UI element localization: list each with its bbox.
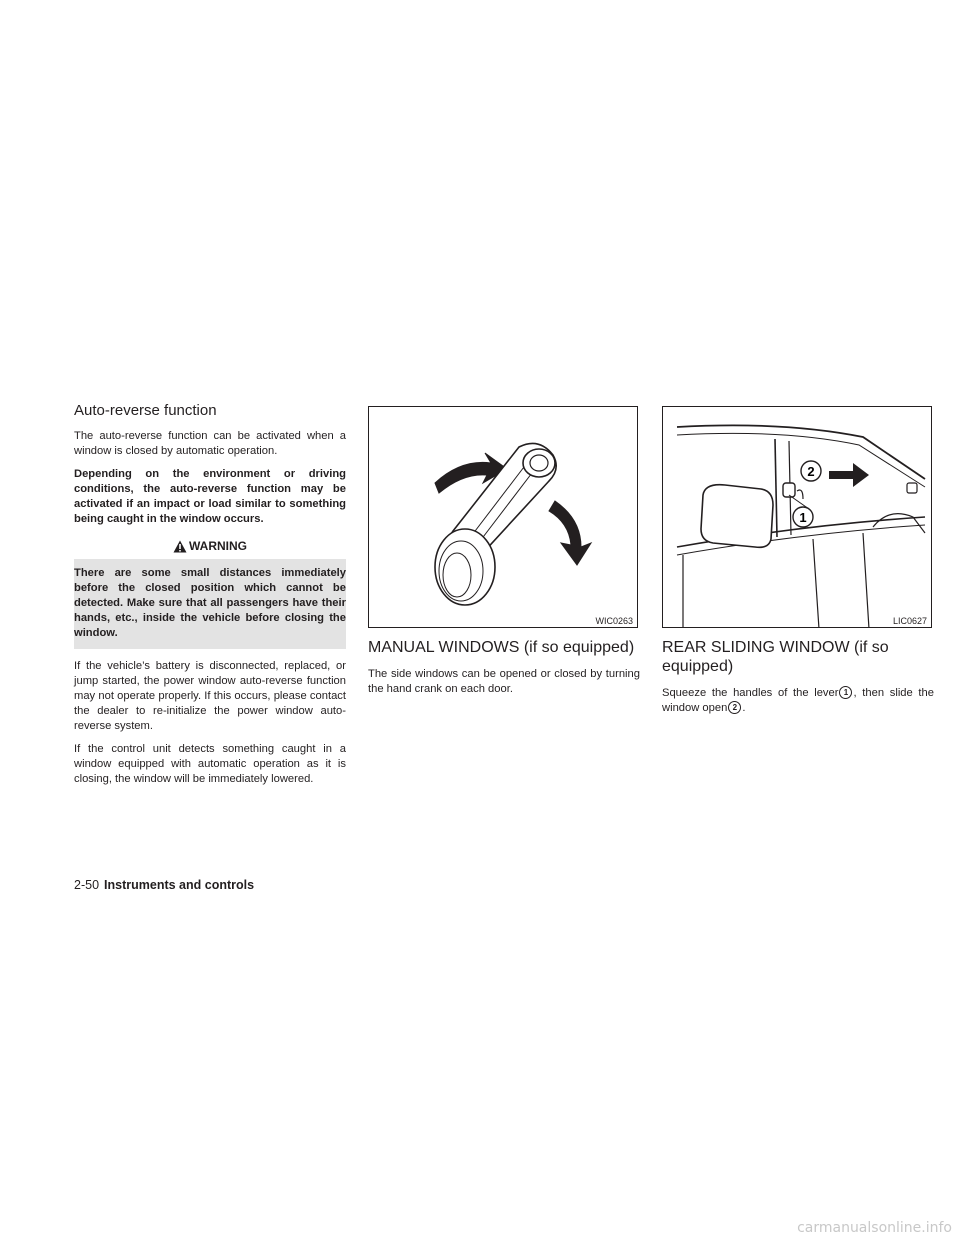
warning-text: There are some small distances immediately before the closed position which cannot be detected. Make sure that all passengers have their hands, etc., inside the vehicle before closing the window. (74, 567, 346, 639)
chapter-title: Instruments and controls (104, 878, 255, 892)
figure-code: WIC0263 (595, 616, 633, 626)
warning-icon (173, 540, 187, 553)
warning-header (74, 535, 346, 559)
paragraph-bold: Depending on the environment or driving conditions, the auto-reverse function may be activated if an impact or load similar to something being caught in the window occurs. (74, 468, 346, 525)
warning-box (74, 535, 346, 649)
figure-rear-window (662, 406, 932, 628)
heading-manual-windows: MANUAL WINDOWS (if so equipped) (368, 639, 635, 656)
column-manual-windows (368, 402, 640, 705)
hand-crank-illustration (369, 407, 638, 628)
text-segment: Squeeze the handles of the lever (662, 687, 839, 699)
watermark: carmanualsonline.info (797, 1220, 952, 1236)
warning-title: WARNING (189, 539, 247, 553)
paragraph: If the vehicle’s battery is disconnected, replaced, or jump started, the power window auto-reverse function may not operate properly. If this occurs, please contact the dealer to re-initialize the power window auto-reverse system. (74, 660, 346, 732)
subheading-auto-reverse: Auto-reverse function (74, 402, 217, 419)
paragraph: The auto-reverse function can be activated when a window is closed by automatic operation. (74, 430, 346, 457)
text-segment: , then slide the window open (662, 687, 934, 714)
label-1: 1 (799, 510, 807, 525)
column-rear-sliding-window (662, 402, 934, 724)
page-number: 2-50 (74, 878, 100, 892)
heading-rear-sliding-window: REAR SLIDING WINDOW (if so equipped) (662, 639, 889, 675)
paragraph: The side windows can be opened or closed by turning the hand crank on each door. (368, 668, 640, 695)
figure-hand-crank (368, 406, 638, 628)
text-segment: . (742, 702, 746, 714)
paragraph: If the control unit detects something caught in a window equipped with automatic operation as it is closing, the window will be immediately lowered. (74, 743, 346, 785)
figure-code: LIC0627 (892, 616, 927, 626)
label-2: 2 (807, 464, 815, 479)
column-auto-reverse (74, 402, 346, 795)
ref-circle-1: 1 (839, 686, 852, 699)
paragraph-rear-window (662, 686, 934, 716)
rear-window-illustration (663, 407, 932, 628)
page-footer (74, 878, 254, 892)
ref-circle-2: 2 (728, 701, 741, 714)
